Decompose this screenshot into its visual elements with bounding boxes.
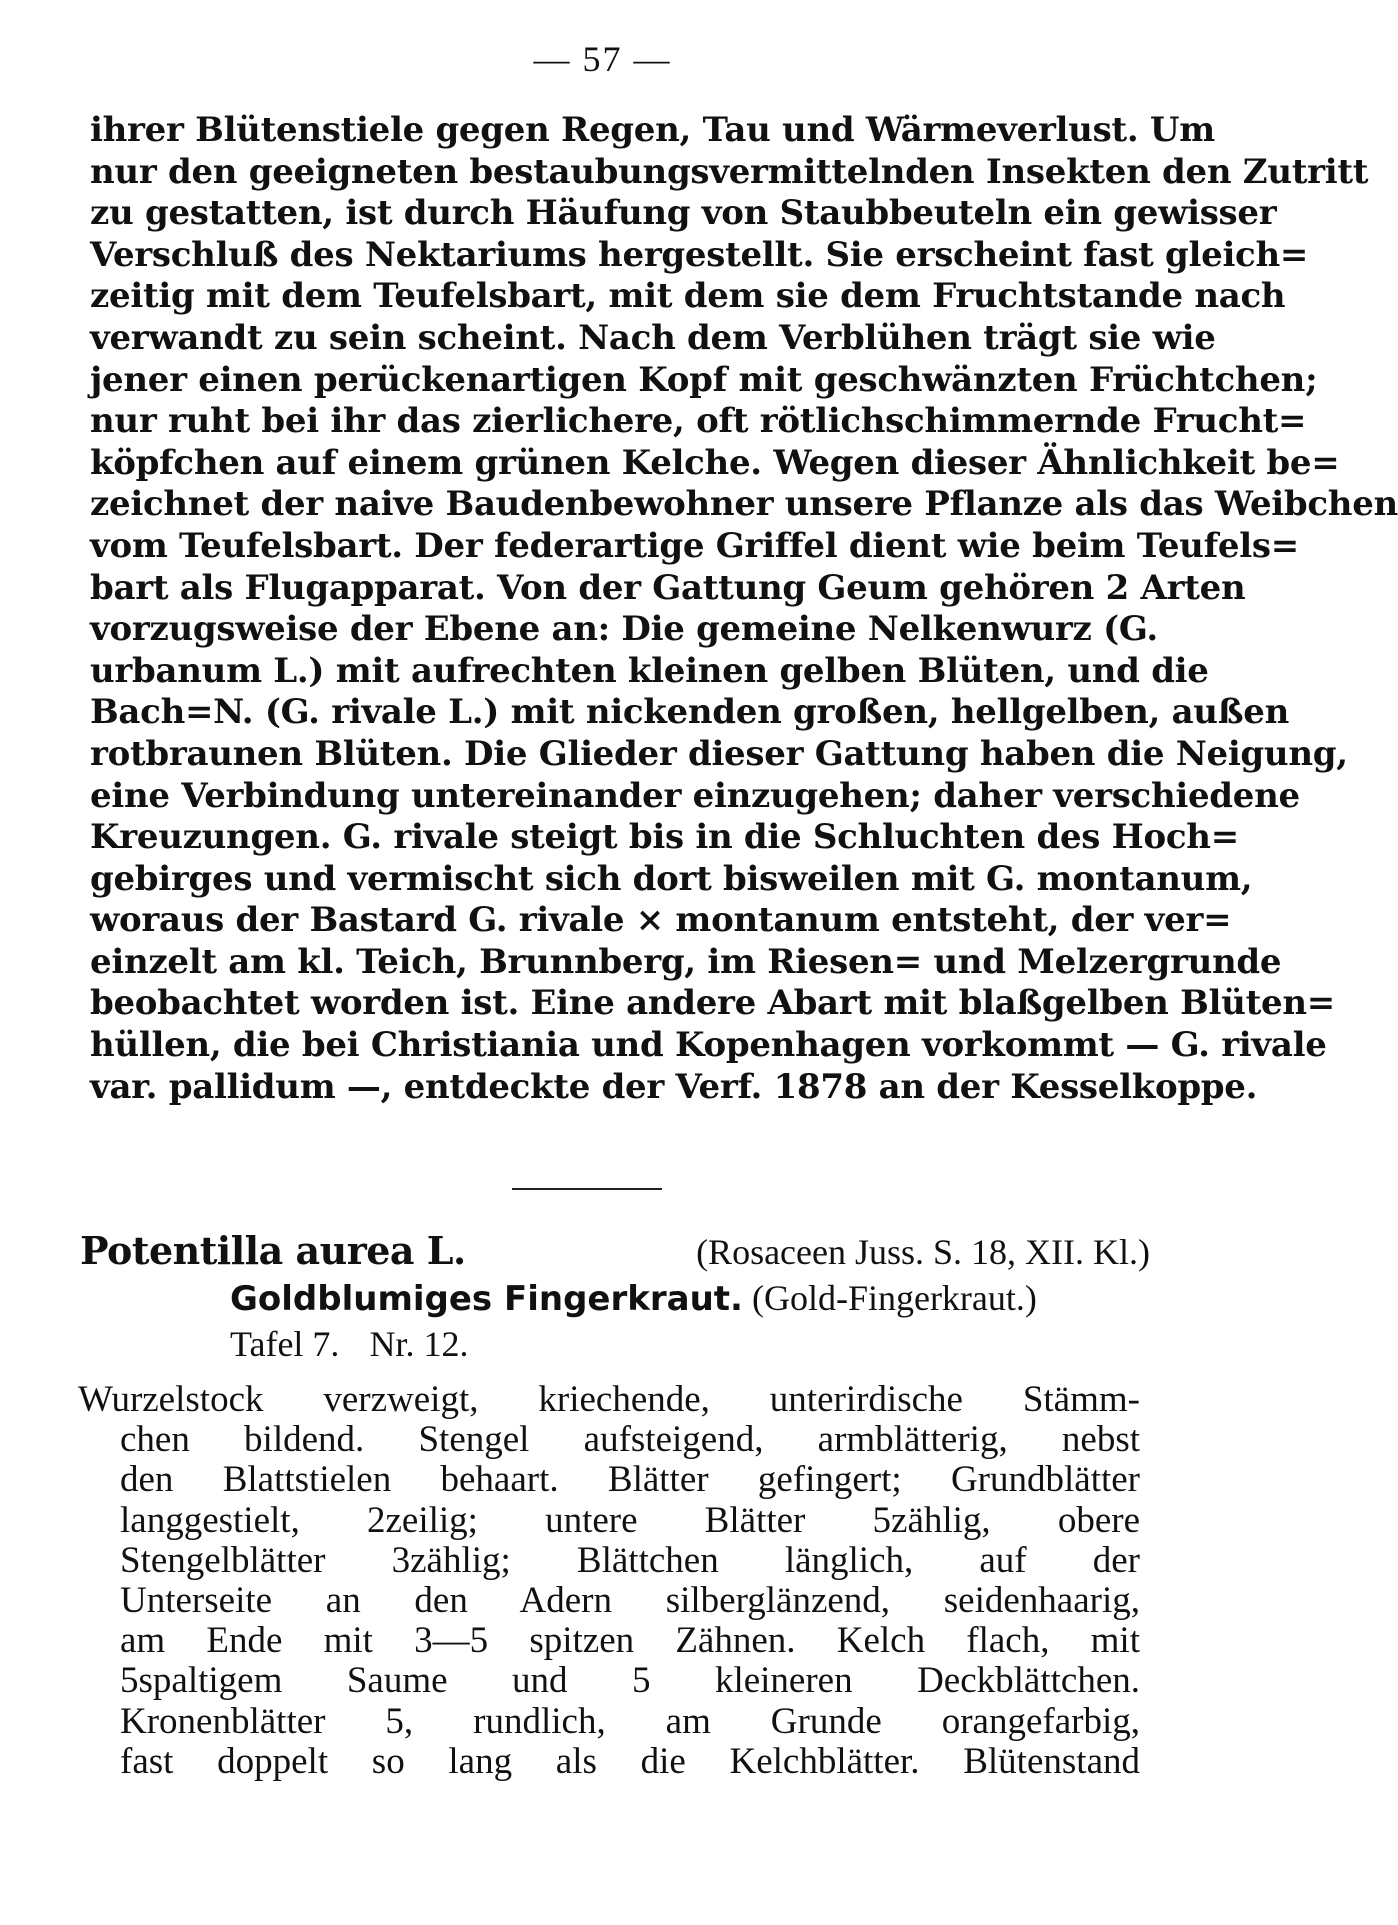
text-line: Bach=N. (G. rivale L.) mit nickenden großen, hellgelben, außen: [90, 692, 1290, 733]
text-line: vom Teufelsbart. Der federartige Griffel dient wie beim Teufels=: [90, 525, 1299, 566]
family-reference: (Rosaceen Juss. S. 18, XII. Kl.): [696, 1232, 1150, 1272]
plate-reference-line: [230, 1322, 1150, 1366]
text-line: Stengelblätter 3zählig; Blättchen länglich, auf der: [120, 1539, 1140, 1581]
text-line: vorzugsweise der Ebene an: Die gemeine Nelkenwurz (G.: [90, 609, 1158, 650]
common-name: Goldblumiges Fingerkraut.: [230, 1279, 743, 1319]
species-heading: [80, 1228, 1150, 1366]
text-line: Kreuzungen. G. rivale steigt bis in die Schluchten des Hoch=: [90, 817, 1239, 858]
text-line: bart als Flugapparat. Von der Gattung Geum gehören 2 Arten: [90, 567, 1246, 608]
text-line: nur den geeigneten bestaubungsvermittelnden Insekten den Zutritt: [90, 151, 1369, 192]
text-line: urbanum L.) mit aufrechten kleinen gelben Blüten, und die: [90, 650, 1209, 691]
alternate-name: (Gold-Fingerkraut.): [751, 1278, 1037, 1318]
text-line: zu gestatten, ist durch Häufung von Staubbeuteln ein gewisser: [90, 193, 1277, 234]
geum-description-paragraph: [90, 110, 1398, 1108]
text-line: rotbraunen Blüten. Die Glieder dieser Gattung haben die Neigung,: [90, 733, 1348, 774]
text-line: var. pallidum —, entdeckte der Verf. 1878 an der Kesselkoppe.: [90, 1066, 1258, 1107]
species-name: Potentilla aurea L.: [80, 1228, 466, 1273]
text-line: Unterseite an den Adern silberglänzend, seidenhaarig,: [120, 1579, 1140, 1621]
text-line: verwandt zu sein scheint. Nach dem Verblühen trägt sie wie: [90, 317, 1216, 358]
plate-number: Nr. 12.: [369, 1324, 469, 1364]
text-line: zeichnet der naive Baudenbewohner unsere Pflanze als das Weibchen: [90, 484, 1398, 525]
common-name-line: [230, 1275, 1150, 1322]
potentilla-description-paragraph: [78, 1380, 1140, 1782]
text-line: 5spaltigem Saume und 5 kleineren Deckblättchen.: [120, 1660, 1140, 1702]
text-line: zeitig mit dem Teufelsbart, mit dem sie dem Fruchtstande nach: [90, 276, 1286, 317]
text-line: gebirges und vermischt sich dort bisweilen mit G. montanum,: [90, 858, 1253, 899]
text-line: Wurzelstock verzweigt, kriechende, unterirdische Stämm-: [78, 1379, 1140, 1420]
section-divider: [512, 1188, 662, 1190]
species-heading-line: [80, 1228, 1150, 1275]
text-line: ihrer Blütenstiele gegen Regen, Tau und Wärmeverlust. Um: [90, 110, 1215, 150]
text-line: beobachtet worden ist. Eine andere Abart mit blaßgelben Blüten=: [90, 983, 1335, 1024]
text-line: langgestielt, 2zeilig; untere Blätter 5zählig, obere: [120, 1499, 1140, 1541]
text-line: fast doppelt so lang als die Kelchblätter. Blütenstand: [120, 1740, 1140, 1782]
page-number: — 57 —: [533, 39, 672, 79]
text-line: hüllen, die bei Christiania und Kopenhagen vorkommt — G. rivale: [90, 1025, 1327, 1066]
text-line: nur ruht bei ihr das zierlichere, oft rötlichschimmernde Frucht=: [90, 401, 1307, 442]
text-line: woraus der Bastard G. rivale × montanum entsteht, der ver=: [90, 900, 1232, 941]
text-line: köpfchen auf einem grünen Kelche. Wegen dieser Ähnlichkeit be=: [90, 442, 1340, 483]
text-line: jener einen perückenartigen Kopf mit geschwänzten Früchtchen;: [90, 359, 1318, 400]
text-line: am Ende mit 3—5 spitzen Zähnen. Kelch flach, mit: [120, 1620, 1140, 1662]
text-line: den Blattstielen behaart. Blätter gefingert; Grundblätter: [120, 1459, 1140, 1501]
text-line: chen bildend. Stengel aufsteigend, armblätterig, nebst: [120, 1419, 1140, 1461]
text-line: Verschluß des Nektariums hergestellt. Sie erscheint fast gleich=: [90, 234, 1309, 275]
text-line: eine Verbindung untereinander einzugehen; daher verschiedene: [90, 775, 1300, 816]
plate-label: Tafel 7.: [230, 1324, 340, 1364]
text-line: Kronenblätter 5, rundlich, am Grunde orangefarbig,: [120, 1700, 1140, 1742]
text-line: einzelt am kl. Teich, Brunnberg, im Riesen= und Melzergrunde: [90, 941, 1282, 982]
